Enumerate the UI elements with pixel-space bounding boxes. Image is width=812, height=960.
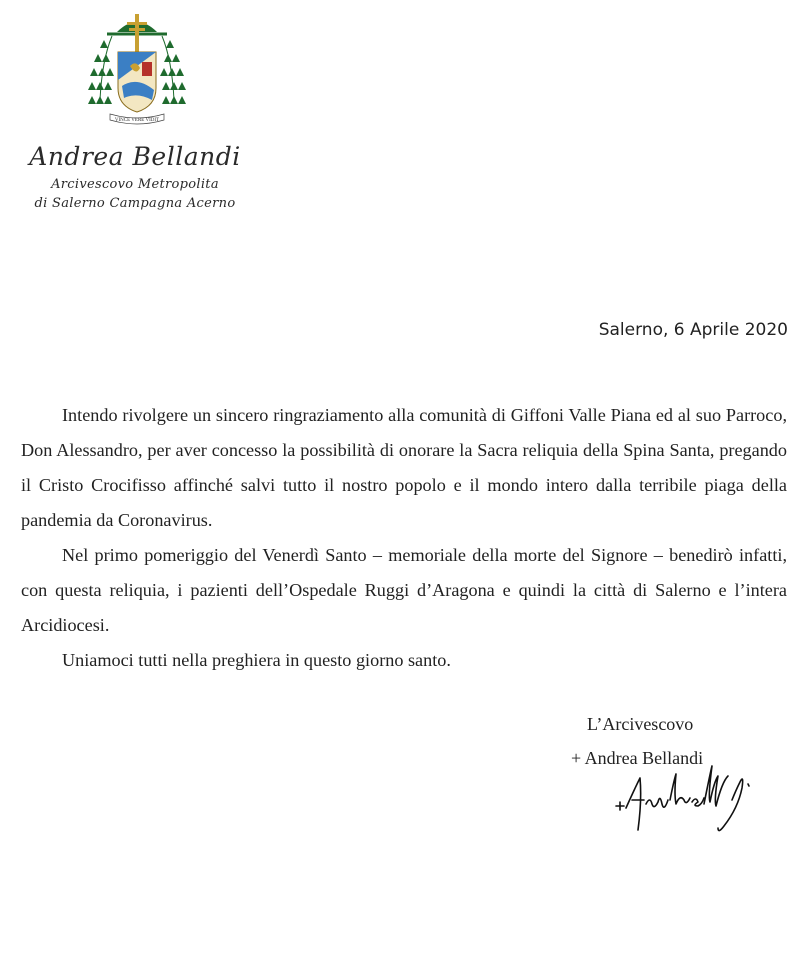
archbishop-see: di Salerno Campagna Acerno bbox=[34, 196, 236, 211]
paragraph-prayer: Uniamoci tutti nella preghiera in questo giorno santo. bbox=[62, 650, 451, 670]
place-date: Salerno, 6 Aprile 2020 bbox=[598, 320, 788, 340]
paragraph-thanks: Intendo rivolgere un sincero ringraziamento alla comunità di Giffoni Valle Piana ed al suo Parroco, Don Alessandro, per aver concesso la possibilità di onorare la Sacra reliquia della Spina Santa, pregando il Cristo Crocifisso affinché salvi tutto il nostro popolo e il mondo intero dalla terribile piaga della pandemia da Coronavirus. bbox=[21, 405, 787, 530]
paragraph-blessing: Nel primo pomeriggio del Venerdì Santo – memoriale della morte del Signore – benedirò infatti, con questa reliquia, i pazienti dell’Ospedale Ruggi d’Aragona e quindi la città di Salerno e l’intera Arcidiocesi. bbox=[21, 545, 787, 635]
letter-body bbox=[21, 398, 787, 678]
archbishop-role: Arcivescovo Metropolita bbox=[51, 177, 219, 192]
archbishop-name: Andrea Bellandi bbox=[29, 142, 241, 171]
coat-of-arms-icon bbox=[82, 10, 192, 128]
letterhead bbox=[0, 0, 260, 230]
closing-signer: + Andrea Bellandi bbox=[571, 748, 704, 768]
closing-title: L’Arcivescovo bbox=[587, 714, 694, 734]
handwritten-signature-icon bbox=[612, 760, 762, 840]
svg-text:VINCE VERE VIDIT: VINCE VERE VIDIT bbox=[114, 118, 160, 123]
